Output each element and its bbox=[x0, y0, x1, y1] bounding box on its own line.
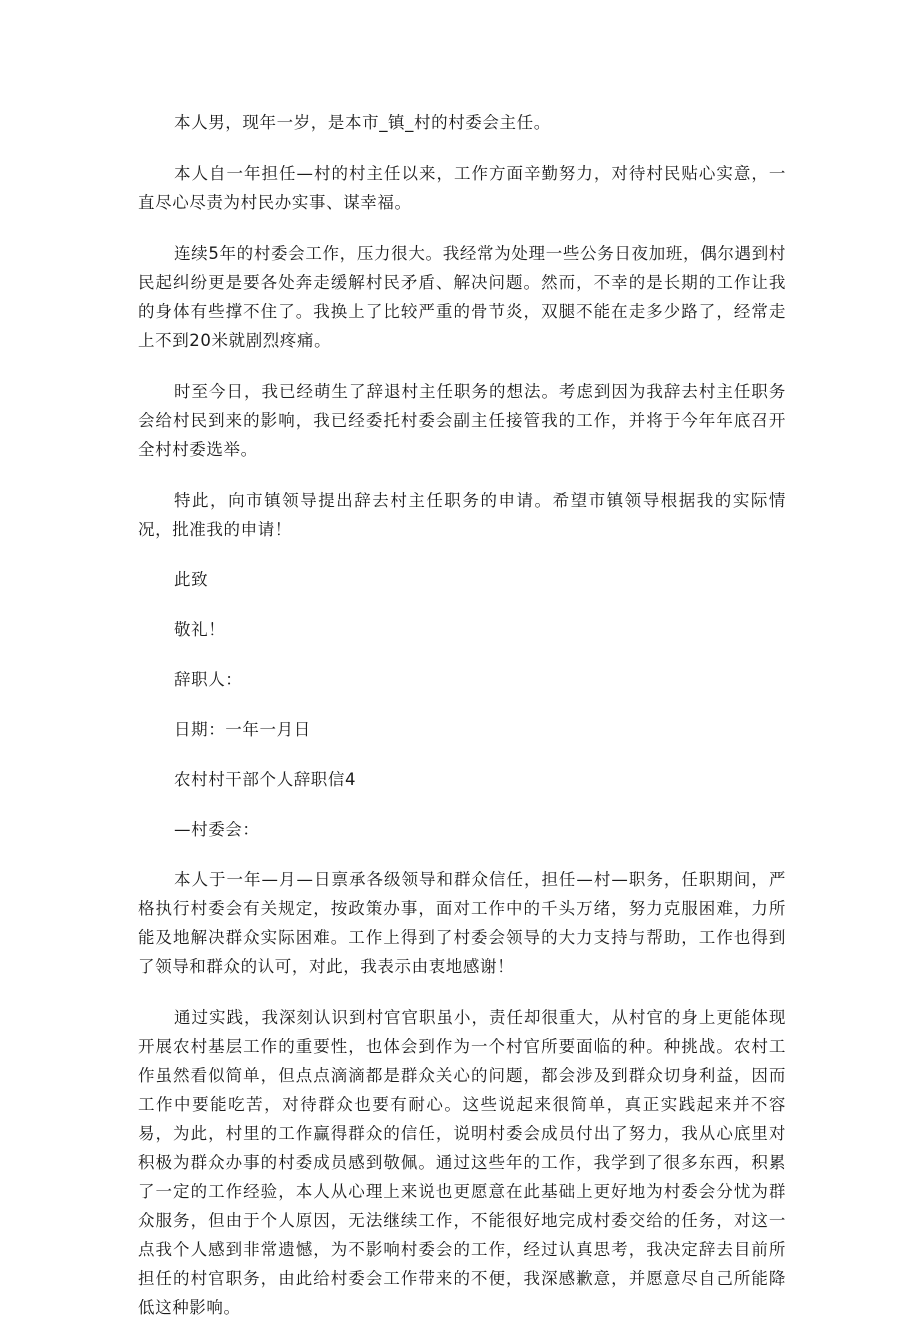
paragraph-reflection: 通过实践，我深刻认识到村官官职虽小，责任却很重大，从村官的身上更能体现开展农村基层工作的重要性，也体会到作为一个村官所要面临的种。种挑战。农村工作虽然看似简单，但点点滴滴都是群众关心的问题，都会涉及到群众切身利益，因而工作中要能吃苦，对待群众也要有耐心。这些说起来很简单，真正实践起来并不容易，为此，村里的工作赢得群众的信任，说明村委会成员付出了努力，我从心底里对积极为群众办事的村委成员感到敬佩。通过这些年的工作，我学到了很多东西，积累了一定的工作经验，本人从心理上来说也更愿意在此基础上更好地为村委会分忧为群众服务，但由于个人原因，无法继续工作，不能很好地完成村委交给的任务，对这一点我个人感到非常遗憾，为不影响村委会的工作，经过认真思考，我决定辞去目前所担任的村官职务，由此给村委会工作带来的不便，我深感歉意，并愿意尽自己所能降低这种影响。 bbox=[138, 1008, 786, 1317]
paragraph-service: 本人自一年担任—村的村主任以来，工作方面辛勤努力，对待村民贴心实意，一直尽心尽责为村民办实事、谋幸福。 bbox=[138, 164, 786, 212]
section-heading: 农村村干部个人辞职信4 bbox=[174, 770, 357, 789]
closing-salutation: 此致 bbox=[174, 570, 209, 589]
signature-line: 辞职人： bbox=[174, 670, 243, 689]
paragraph-request: 特此，向市镇领导提出辞去村主任职务的申请。希望市镇领导根据我的实际情况，批准我的申请！ bbox=[138, 491, 786, 539]
paragraph-decision: 时至今日，我已经萌生了辞退村主任职务的想法。考虑到因为我辞去村主任职务会给村民到来的影响，我已经委托村委会副主任接管我的工作，并将于今年年底召开全村村委选举。 bbox=[138, 382, 786, 459]
recipient-line: —村委会： bbox=[174, 820, 260, 839]
closing-regards: 敬礼！ bbox=[174, 620, 226, 639]
paragraph-appointment: 本人于一年—月—日禀承各级领导和群众信任，担任—村—职务，任职期间，严格执行村委会有关规定，按政策办事，面对工作中的千头万绪，努力克服困难，力所能及地解决群众实际困难。工作上得到了村委会领导的大力支持与帮助，工作也得到了领导和群众的认可，对此，我表示由衷地感谢！ bbox=[138, 870, 786, 976]
date-line: 日期：一年一月日 bbox=[174, 720, 311, 739]
paragraph-health: 连续5年的村委会工作，压力很大。我经常为处理一些公务日夜加班，偶尔遇到村民起纠纷更是要各处奔走缓解村民矛盾、解决问题。然而，不幸的是长期的工作让我的身体有些撑不住了。我换上了比较严重的骨节炎，双腿不能在走多少路了，经常走上不到20米就剧烈疼痛。 bbox=[138, 244, 786, 350]
letter-body bbox=[138, 108, 786, 1322]
paragraph-intro: 本人男，现年一岁，是本市_镇_村的村委会主任。 bbox=[174, 113, 551, 132]
